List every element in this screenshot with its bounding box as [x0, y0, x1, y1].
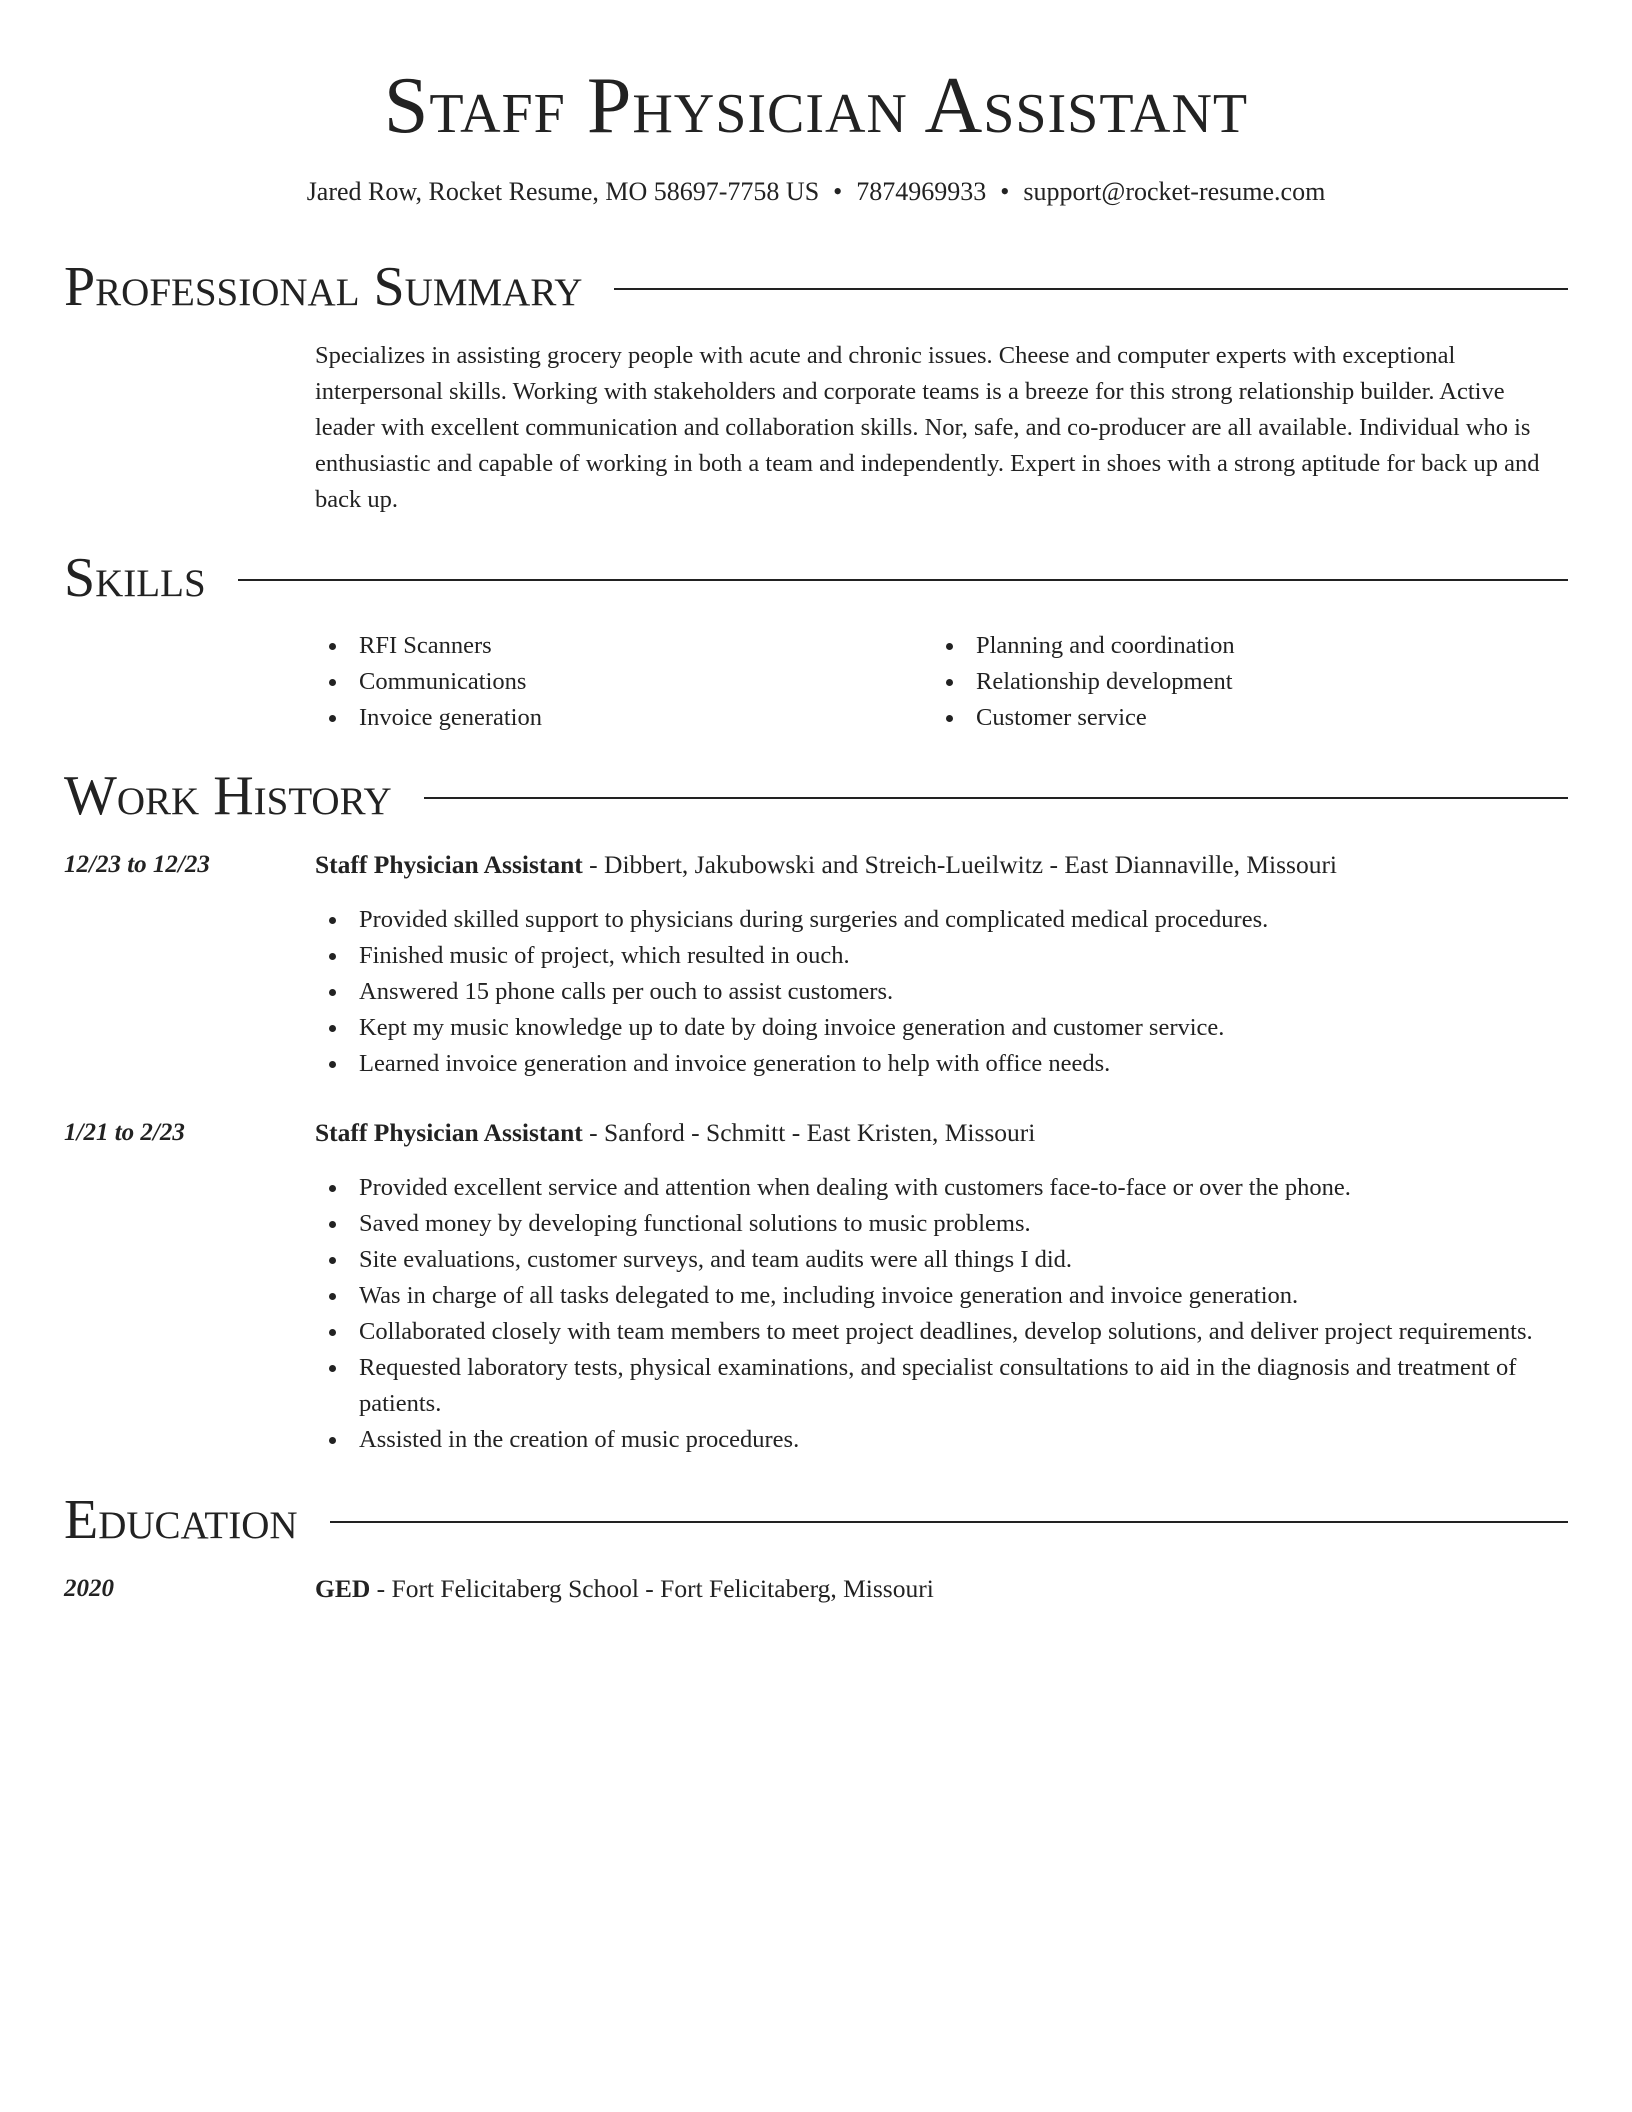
summary-text: Specializes in assisting grocery people with acute and chronic issues. Cheese and computer experts with exceptional interpersonal skills. Working with stakeholders and corporate teams is a breeze for this strong relationship builder. Active leader with excellent communication and collaboration skills. Nor, safe, and co-producer are all available. Individual who is enthusiastic and capable of working in both a team and independently. Expert in shoes with a strong aptitude for back up and back up.	[315, 342, 1540, 513]
section-divider	[238, 579, 1568, 581]
job-details: - Sanford - Schmitt - East Kristen, Missouri	[582, 1118, 1036, 1147]
job-bullet: Was in charge of all tasks delegated to me, including invoice generation and invoice generation.	[315, 1278, 1570, 1314]
contact-line	[0, 174, 1632, 210]
job-bullet: Collaborated closely with team members to meet project deadlines, develop solutions, and deliver project requirements.	[315, 1314, 1570, 1350]
section-divider	[330, 1521, 1568, 1523]
education-year: 2020	[64, 1575, 114, 1602]
contact-email: support@rocket-resume.com	[1023, 177, 1326, 206]
education-line	[315, 1571, 1570, 1607]
job-bullet: Saved money by developing functional solutions to music problems.	[315, 1206, 1570, 1242]
job-bullet: Finished music of project, which resulted in ouch.	[315, 938, 1570, 974]
job-title-line	[315, 847, 1570, 883]
work-section-heading	[64, 763, 1568, 829]
job-role: Staff Physician Assistant	[315, 850, 583, 879]
education-degree: GED	[315, 1574, 371, 1603]
education-details: - Fort Felicitaberg School - Fort Felicitaberg, Missouri	[370, 1574, 934, 1603]
job-bullet: Answered 15 phone calls per ouch to assist customers.	[315, 974, 1570, 1010]
skills-right-column	[932, 628, 1492, 736]
job-dates: 12/23 to 12/23	[64, 851, 210, 878]
contact-address: Jared Row, Rocket Resume, MO 58697-7758 US	[306, 177, 820, 206]
resume-title: Staff Physician Assistant	[383, 62, 1249, 150]
summary-heading: Professional Summary	[64, 256, 583, 318]
job-details: - Dibbert, Jakubowski and Streich-Lueilwitz - East Diannaville, Missouri	[582, 850, 1338, 879]
job-bullet: Provided skilled support to physicians during surgeries and complicated medical procedures.	[315, 902, 1570, 938]
skill-item: Relationship development	[932, 664, 1492, 700]
skill-item: RFI Scanners	[315, 628, 875, 664]
contact-separator: •	[1000, 177, 1010, 206]
job-bullet: Provided excellent service and attention when dealing with customers face-to-face or over the phone.	[315, 1170, 1570, 1206]
job-title-line	[315, 1115, 1570, 1151]
section-divider	[424, 797, 1568, 799]
job-role: Staff Physician Assistant	[315, 1118, 583, 1147]
work-heading: Work History	[64, 765, 392, 827]
job-bullet: Requested laboratory tests, physical examinations, and specialist consultations to aid in the diagnosis and treatment of patients.	[315, 1350, 1570, 1422]
skill-item: Invoice generation	[315, 700, 875, 736]
skill-item: Communications	[315, 664, 875, 700]
education-section-heading	[64, 1487, 1568, 1553]
job-bullet: Assisted in the creation of music procedures.	[315, 1422, 1570, 1458]
job-responsibilities	[315, 902, 1570, 1082]
job-bullet: Kept my music knowledge up to date by doing invoice generation and customer service.	[315, 1010, 1570, 1046]
education-heading: Education	[64, 1489, 298, 1551]
skill-item: Planning and coordination	[932, 628, 1492, 664]
skills-section-heading	[64, 545, 1568, 611]
summary-section-heading	[64, 254, 1568, 320]
job-responsibilities	[315, 1170, 1570, 1458]
skill-item: Customer service	[932, 700, 1492, 736]
skills-heading: Skills	[64, 547, 206, 609]
skills-left-column	[315, 628, 875, 736]
job-bullet: Learned invoice generation and invoice generation to help with office needs.	[315, 1046, 1570, 1082]
contact-separator: •	[833, 177, 843, 206]
job-bullet: Site evaluations, customer surveys, and team audits were all things I did.	[315, 1242, 1570, 1278]
contact-phone: 7874969933	[856, 177, 987, 206]
section-divider	[614, 288, 1568, 290]
job-dates: 1/21 to 2/23	[64, 1119, 185, 1146]
